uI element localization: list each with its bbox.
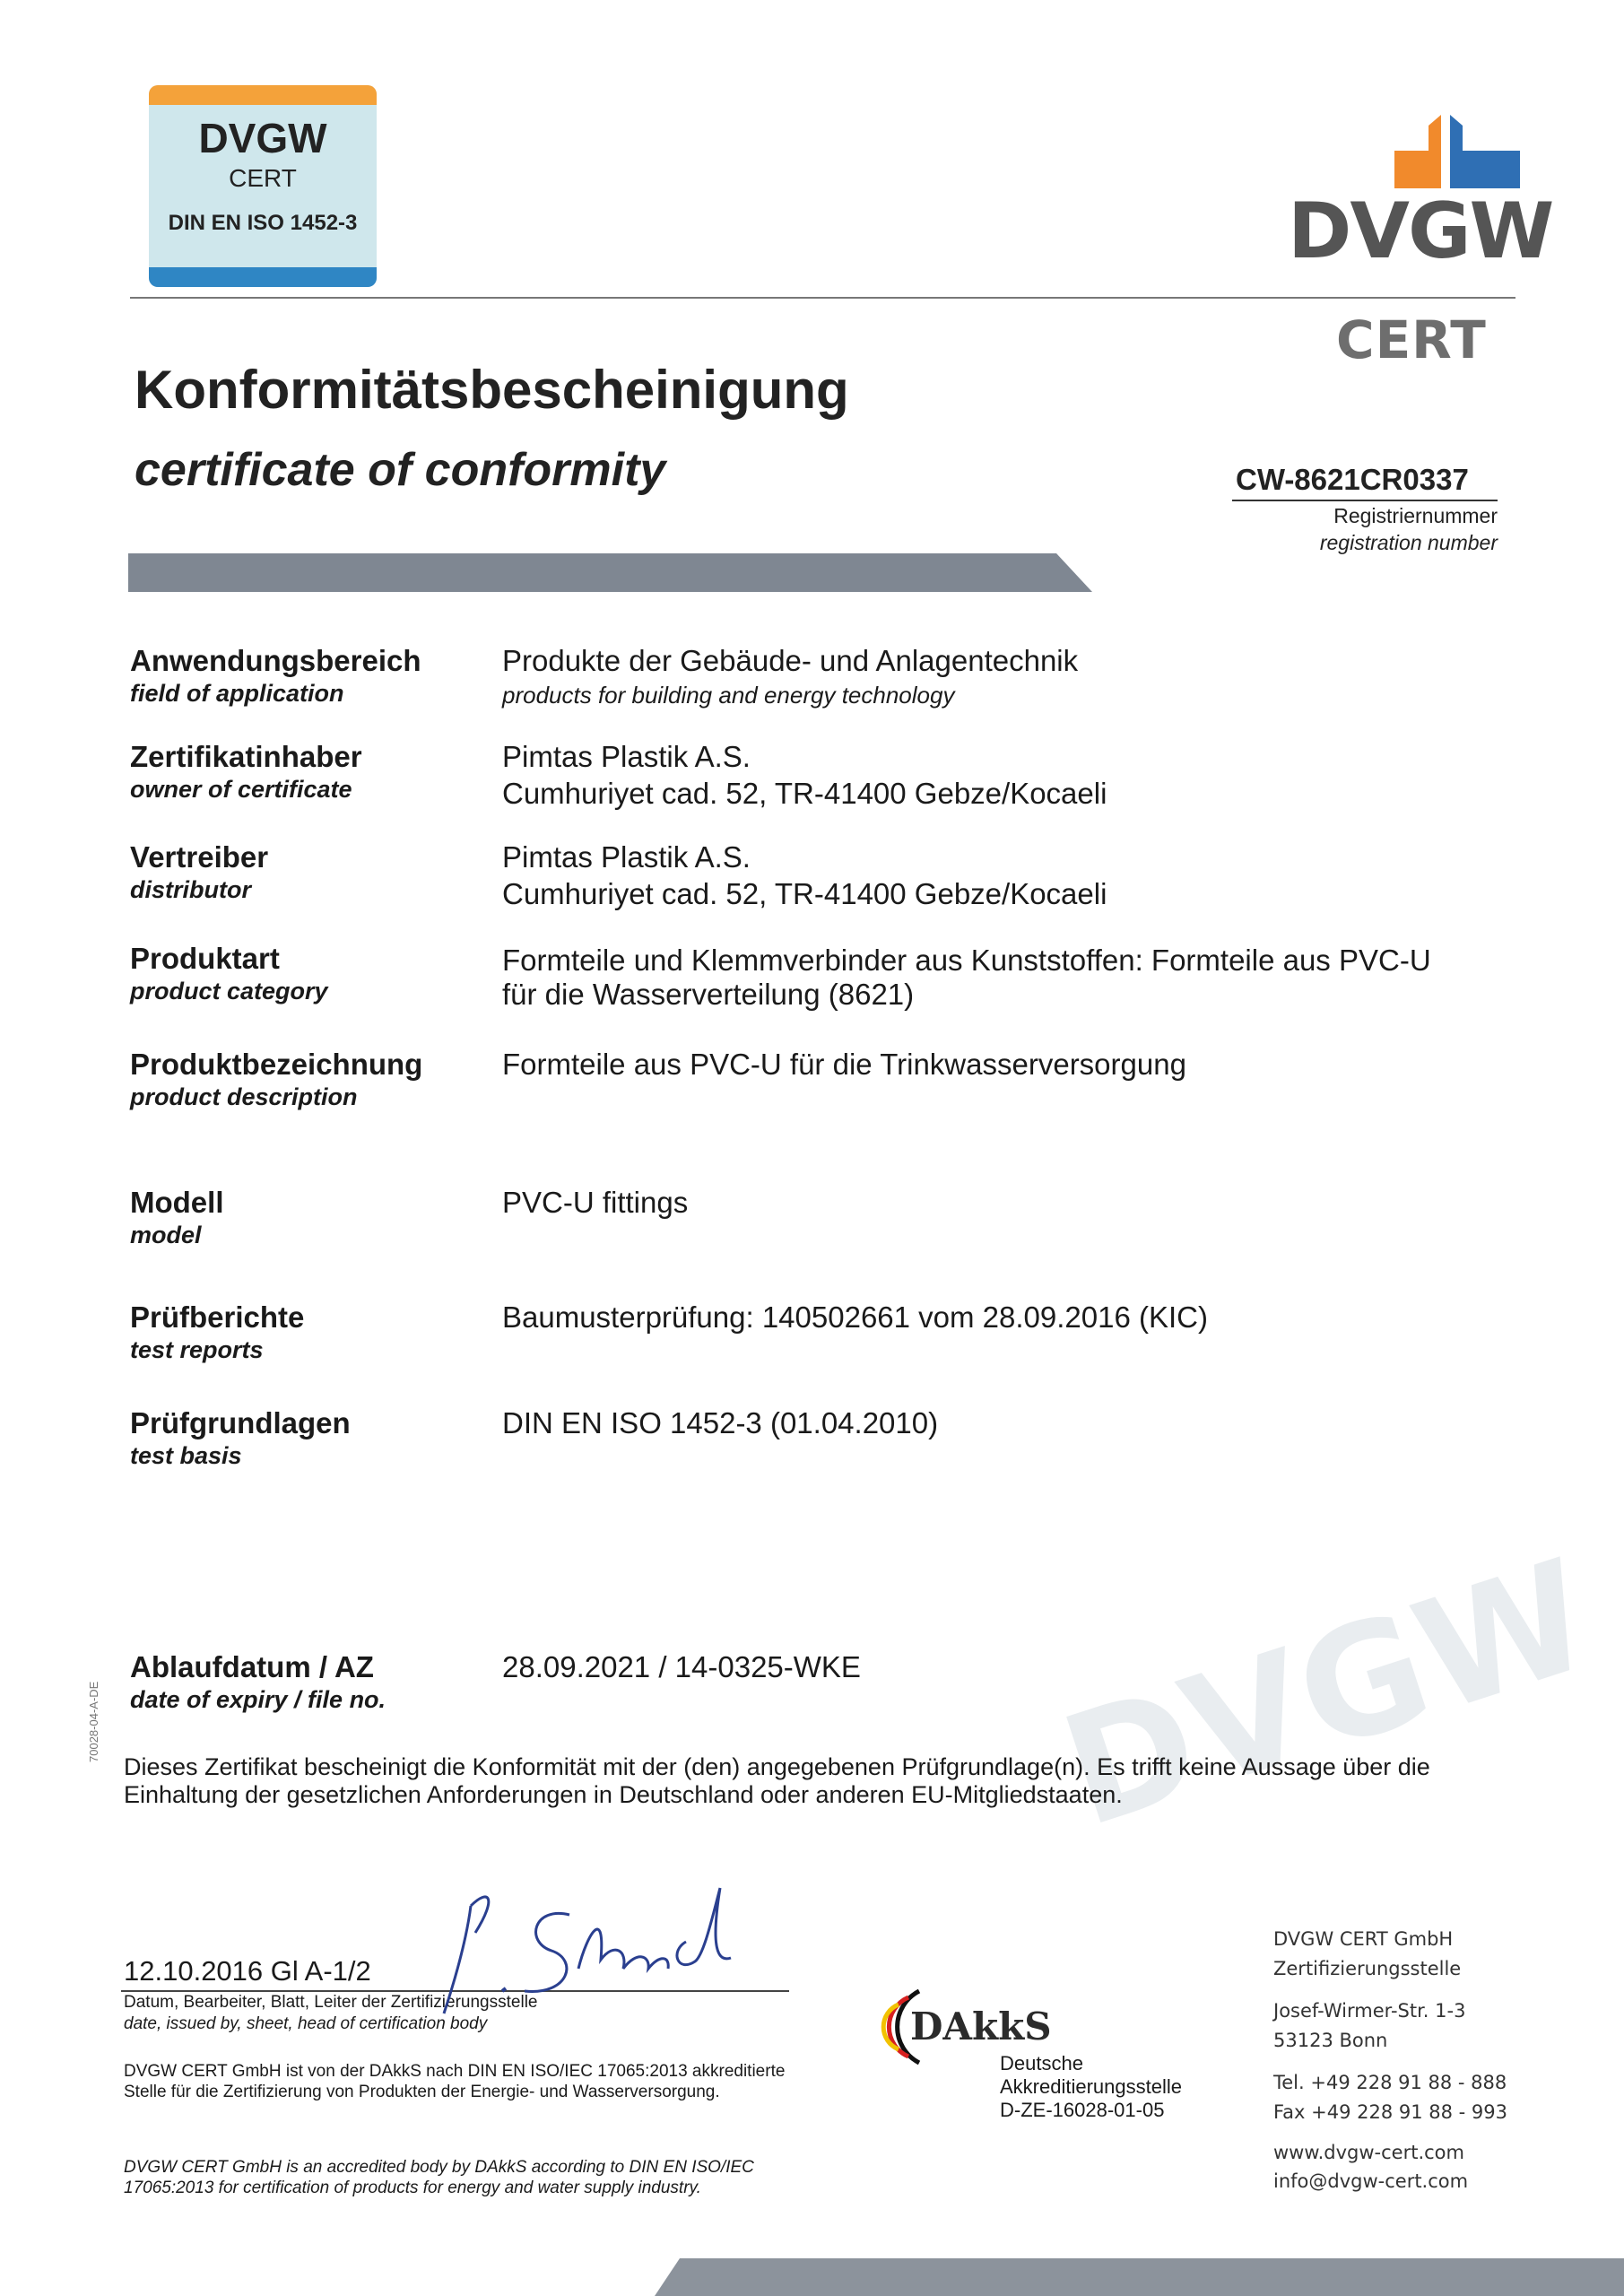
disclaimer-text: Dieses Zertifikat bescheinigt die Konformität mit der (den) angegebenen Prüfgrundlage(n). Es trifft keine Aussage über die Einhaltung der gesetzlichen Anforderungen in Deutschland oder anderen EU-Mitgliedstaaten. [124,1753,1430,1808]
side-document-code: 70028-04-A-DE [87,1681,100,1762]
badge-line-1: DVGW [198,115,327,161]
field-model-label-de: Modell [130,1186,224,1219]
footer-band [655,2258,1624,2296]
address-email: info@dvgw-cert.com [1273,2170,1469,2192]
field-owner-line-1: Pimtas Plastik A.S. [502,740,751,773]
field-distributor-label-en: distributor [130,876,251,903]
field-basis-label-en: test basis [130,1442,242,1469]
accreditation-text-de: DVGW CERT GmbH ist von der DAkkS nach DIN EN ISO/IEC 17065:2013 akkreditierte Stelle für die Zertifizierung von Produkten der Energie- und Wasserversorgung. [124,2062,786,2101]
dakks-line-3: D-ZE-16028-01-05 [1000,2099,1165,2121]
registration-label-de: Registriernummer [1333,504,1498,527]
field-basis-label-de: Prüfgrundlagen [130,1406,351,1439]
signature-label-de: Datum, Bearbeiter, Blatt, Leiter der Zertifizierungsstelle [124,1993,538,2012]
dvgw-watermark: DVGW [1044,1526,1611,1862]
field-description-value: Formteile aus PVC-U für die Trinkwasserversorgung [502,1048,1186,1081]
logo-cert-text: CERT [1336,309,1487,370]
field-description-label-en: product description [130,1083,358,1110]
field-expiry-label-en: date of expiry / file no. [130,1686,386,1713]
dakks-line-1: Deutsche [1000,2052,1083,2074]
field-distributor-label-de: Vertreiber [130,840,269,874]
field-application-value-en: products for building and energy technology [502,682,955,709]
field-owner-line-2: Cumhuriyet cad. 52, TR-41400 Gebze/Kocaeli [502,777,1107,810]
field-owner-label-de: Zertifikatinhaber [130,740,362,773]
registration-label-en: registration number [1319,531,1498,554]
field-reports-value: Baumusterprüfung: 140502661 vom 28.09.2016 (KIC) [502,1300,1209,1334]
address-fax: Fax +49 228 91 88 - 993 [1273,2101,1508,2123]
badge-top-stripe [149,85,377,105]
field-category-line-1: Formteile und Klemmverbinder aus Kunststoffen: Formteile aus PVC-U [502,944,1431,977]
field-distributor-line-2: Cumhuriyet cad. 52, TR-41400 Gebze/Kocaeli [502,877,1107,910]
dvgw-logo-mark-icon [1394,115,1520,196]
header-rule [130,297,1515,299]
page-title-en: certificate of conformity [135,444,666,496]
accreditation-text-en: DVGW CERT GmbH is an accredited body by DAkkS according to DIN EN ISO/IEC 17065:2013 for certification of products for energy and water supply industry. [124,2158,754,2197]
badge-line-2: CERT [229,164,297,192]
dakks-line-2: Akkreditierungsstelle [1000,2075,1182,2098]
field-application-label-de: Anwendungsbereich [130,644,421,677]
field-basis-value: DIN EN ISO 1452-3 (01.04.2010) [502,1406,939,1439]
badge-line-3: DIN EN ISO 1452-3 [168,211,358,235]
address-tel: Tel. +49 228 91 88 - 888 [1273,2072,1507,2093]
registration-underline [1232,500,1498,501]
address-web: www.dvgw-cert.com [1273,2142,1464,2163]
field-category-line-2: für die Wasserverteilung (8621) [502,978,915,1011]
handwritten-signature [435,1879,767,2022]
registration-number: CW-8621CR0337 [1236,463,1469,496]
field-reports-label-de: Prüfberichte [130,1300,305,1334]
badge-bottom-stripe [149,267,377,287]
issue-date-line: 12.10.2016 Gl A-1/2 [124,1955,371,1987]
field-expiry-label-de: Ablaufdatum / AZ [130,1650,374,1683]
field-application-label-en: field of application [130,680,344,707]
field-description-label-de: Produktbezeichnung [130,1048,423,1081]
field-reports-label-en: test reports [130,1336,264,1363]
address-street: Josef-Wirmer-Str. 1-3 [1273,2000,1466,2022]
field-owner-label-en: owner of certificate [130,776,352,803]
dakks-name: DAkkS [910,2005,1052,2048]
address-company: DVGW CERT GmbH [1273,1928,1454,1950]
address-city: 53123 Bonn [1273,2030,1388,2051]
field-distributor-line-1: Pimtas Plastik A.S. [502,840,751,874]
dvgw-cert-badge [149,85,377,287]
field-category-label-en: product category [130,978,328,1004]
logo-wordmark: DVGW [1288,187,1553,276]
field-model-value: PVC-U fittings [502,1186,689,1219]
address-unit: Zertifizierungsstelle [1273,1958,1462,1979]
field-model-label-en: model [130,1222,202,1248]
title-band [128,553,1092,592]
field-category-label-de: Produktart [130,942,280,975]
signature-label-en: date, issued by, sheet, head of certification body [124,2014,488,2033]
field-expiry-value: 28.09.2021 / 14-0325-WKE [502,1650,861,1683]
field-application-value-de: Produkte der Gebäude- und Anlagentechnik [502,644,1079,677]
page-title-de: Konformitätsbescheinigung [135,360,849,420]
